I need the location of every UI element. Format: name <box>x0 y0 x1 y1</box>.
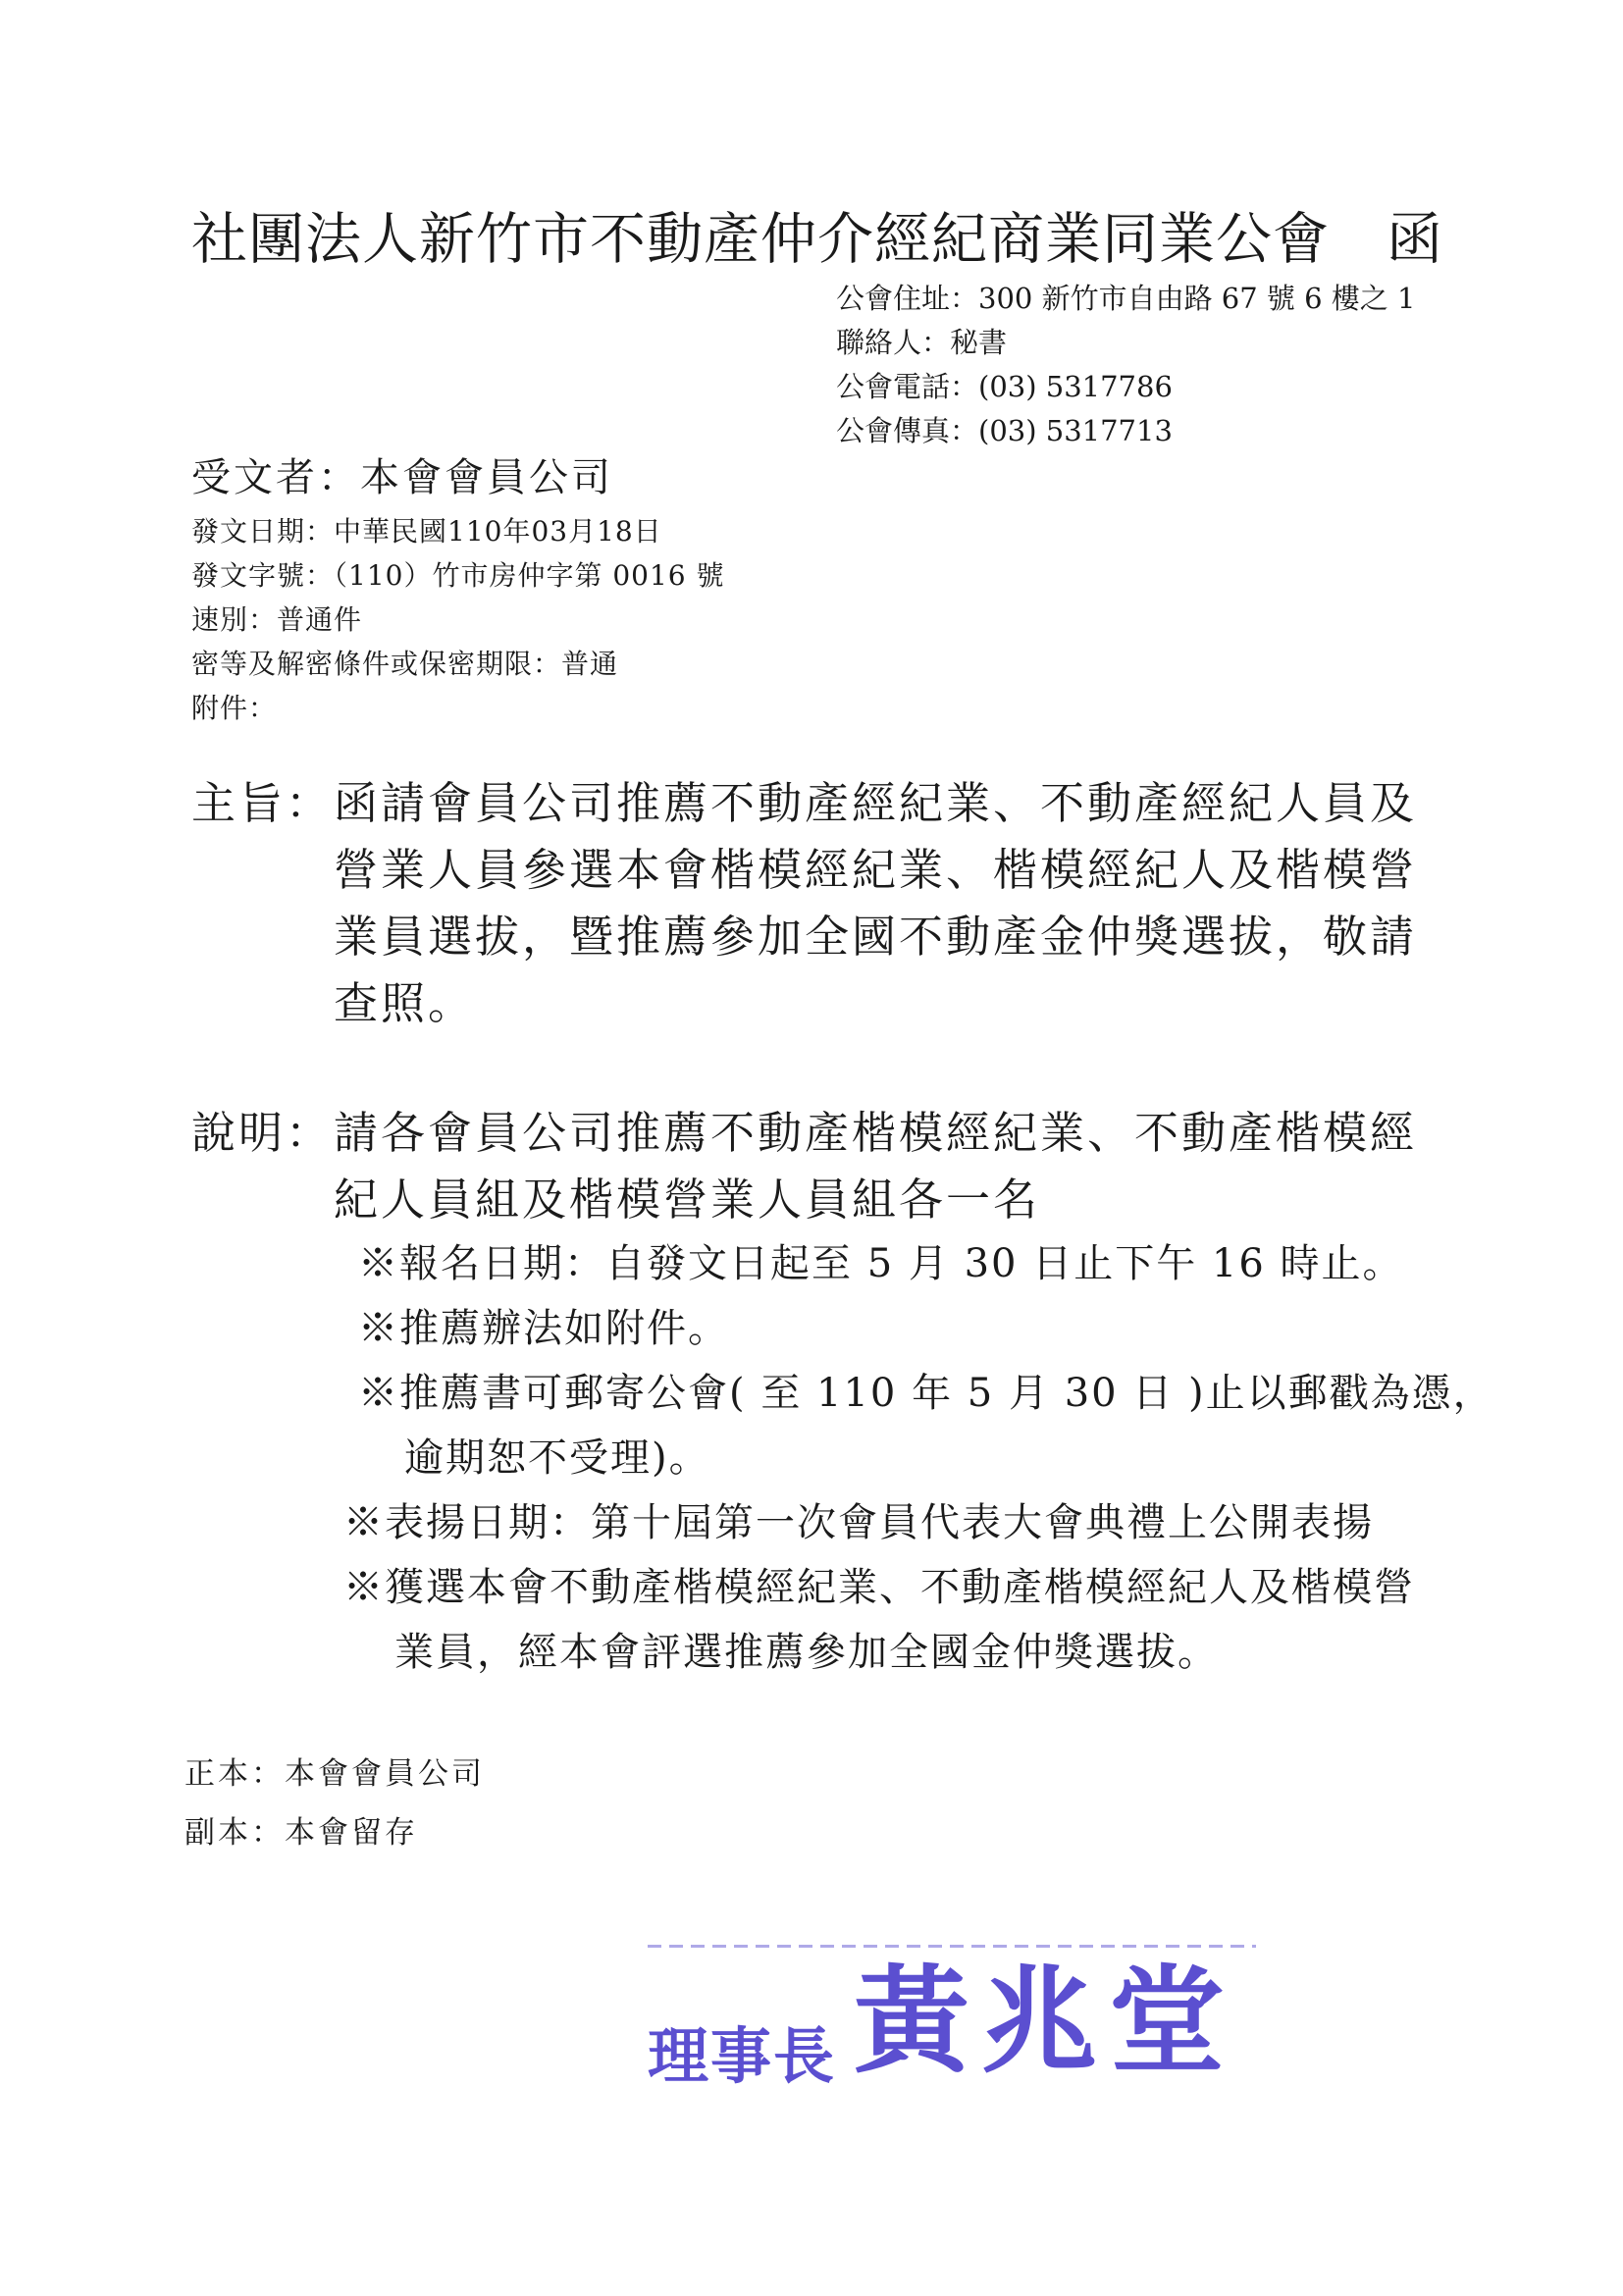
doc-number: 發文字號：（110）竹市房仲字第 0016 號 <box>191 559 725 592</box>
signature-stamp <box>648 1928 1236 2095</box>
contact-fax: 公會傳真：(03) 5317713 <box>836 414 1173 447</box>
document-title <box>191 194 1443 275</box>
bullet-mail-cont: 逾期恕不受理)。 <box>404 1435 710 1481</box>
explanation-line: 請各會員公司推薦不動產楷模經紀業、不動產楷模經 <box>334 1107 1418 1159</box>
explanation-line: 紀人員組及楷模營業人員組各一名 <box>334 1174 1041 1226</box>
bullet-mail: ※推薦書可郵寄公會( 至 110 年 5 月 30 日 )止以郵戳為憑， <box>358 1371 1494 1416</box>
signature-title: 理事長 <box>648 2020 837 2092</box>
original-copy: 正本：本會會員公司 <box>184 1756 485 1792</box>
security-level: 密等及解密條件或保密期限：普通 <box>191 648 619 680</box>
subject-line: 業員選拔，暨推薦參加全國不動產金仲獎選拔，敬請 <box>334 911 1418 963</box>
contact-phone: 公會電話：(03) 5317786 <box>836 370 1173 403</box>
bullet-award-date: ※表揚日期：第十屆第一次會員代表大會典禮上公開表揚 <box>343 1500 1374 1545</box>
subject-line: 函請會員公司推薦不動產經紀業、不動產經紀人員及 <box>334 777 1418 829</box>
bullet-registration-date: ※報名日期：自發文日起至 5 月 30 日止下午 16 時止。 <box>358 1241 1404 1286</box>
subject-line: 查照。 <box>334 977 476 1029</box>
bullet-selected-cont: 業員，經本會評選推薦參加全國金仲獎選拔。 <box>394 1630 1219 1675</box>
org-name: 社團法人新竹市不動產仲介經紀商業同業公會 <box>191 207 1330 272</box>
explanation-label: 說明： <box>191 1107 334 1159</box>
contact-address: 公會住址：300 新竹市自由路 67 號 6 樓之 1 <box>836 282 1416 315</box>
attachment: 附件： <box>191 692 278 724</box>
issue-date: 發文日期：中華民國110年03月18日 <box>191 515 662 548</box>
subject-label: 主旨： <box>191 777 334 829</box>
doc-type: 函 <box>1387 207 1443 272</box>
recipient: 受文者：本會會員公司 <box>191 455 613 500</box>
contact-person: 聯絡人：秘書 <box>836 326 1008 359</box>
carbon-copy: 副本：本會留存 <box>184 1815 418 1851</box>
bullet-method: ※推薦辦法如附件。 <box>358 1306 729 1351</box>
subject-line: 營業人員參選本會楷模經紀業、楷模經紀人及楷模營 <box>334 844 1418 896</box>
speed-class: 速別：普通件 <box>191 603 363 636</box>
signature-name: 黃兆堂 <box>854 1953 1237 2089</box>
bullet-selected: ※獲選本會不動產楷模經紀業、不動產楷模經紀人及楷模營 <box>343 1565 1415 1610</box>
